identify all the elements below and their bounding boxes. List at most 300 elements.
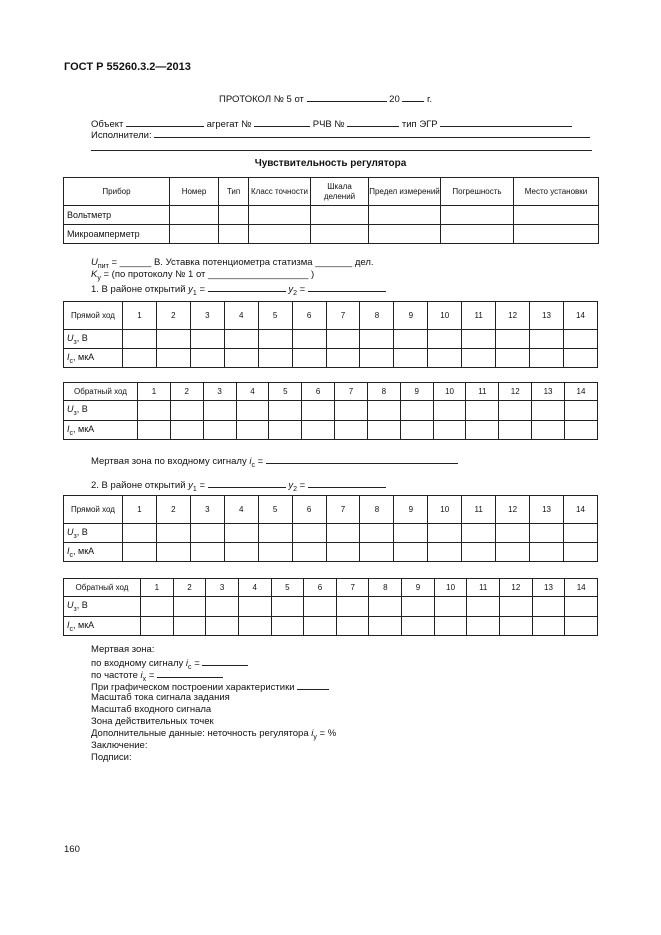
section2-reverse-table xyxy=(63,578,598,636)
u-subscript: з xyxy=(73,338,77,346)
notes-input-subscript: с xyxy=(188,663,192,671)
table-cell[interactable] xyxy=(467,597,500,617)
table-cell[interactable] xyxy=(563,524,597,543)
table-row xyxy=(64,401,598,421)
table-cell[interactable] xyxy=(302,421,335,440)
table-cell[interactable] xyxy=(564,401,597,421)
table-cell[interactable] xyxy=(500,617,533,636)
col-number: 9 xyxy=(400,383,433,401)
table-cell[interactable] xyxy=(434,597,467,617)
table-cell[interactable] xyxy=(206,597,239,617)
col-number: 9 xyxy=(394,302,428,330)
col-number: 5 xyxy=(269,383,302,401)
col-number: 6 xyxy=(304,579,337,597)
table-cell[interactable] xyxy=(326,349,360,368)
col-number: 2 xyxy=(170,383,203,401)
performers-label: Исполнители: xyxy=(91,130,152,141)
section2-forward-table xyxy=(63,495,598,562)
col-number: 1 xyxy=(138,383,171,401)
header-error: Погрешность xyxy=(441,178,514,206)
performers-extra-line[interactable] xyxy=(91,150,592,151)
table-cell[interactable] xyxy=(441,225,514,244)
col-number: 12 xyxy=(496,496,530,524)
table-cell[interactable] xyxy=(532,421,565,440)
table-cell[interactable] xyxy=(360,349,394,368)
table-cell[interactable] xyxy=(224,524,258,543)
table-cell[interactable] xyxy=(224,349,258,368)
notes-task-scale: Масштаб тока сигнала задания xyxy=(91,692,230,703)
table-cell[interactable] xyxy=(190,349,224,368)
notes-valid-zone: Зона действительных точек xyxy=(91,716,214,727)
notes-input-scale: Масштаб входного сигнала xyxy=(91,704,212,715)
section1-y2-eq: = xyxy=(299,284,306,295)
col-number: 11 xyxy=(462,496,496,524)
dead-zone-eq: = xyxy=(257,456,264,467)
table-cell[interactable] xyxy=(238,597,271,617)
col-number: 3 xyxy=(190,496,224,524)
table-cell[interactable] xyxy=(335,421,368,440)
table-cell[interactable] xyxy=(258,349,292,368)
section2-y2-symbol: y xyxy=(288,480,294,491)
table-cell[interactable] xyxy=(428,524,462,543)
header-accuracy-class: Класс точности xyxy=(249,178,311,206)
table-cell[interactable] xyxy=(123,330,157,349)
col-number: 4 xyxy=(224,302,258,330)
table-cell[interactable] xyxy=(190,330,224,349)
u-subscript: з xyxy=(73,605,77,613)
u-symbol: U xyxy=(67,526,74,537)
col-number: 5 xyxy=(258,496,292,524)
col-number: 3 xyxy=(190,302,224,330)
col-number: 14 xyxy=(565,579,598,597)
section1-y2-symbol: y xyxy=(288,284,294,295)
table-cell[interactable] xyxy=(203,401,236,421)
dead-zone-symbol: i xyxy=(249,456,252,467)
table-cell[interactable] xyxy=(367,421,400,440)
reverse-header: Обратный ход xyxy=(64,383,138,401)
table-row xyxy=(64,597,598,617)
table-cell[interactable] xyxy=(292,524,326,543)
table-cell[interactable] xyxy=(141,617,174,636)
notes-input-eq: = xyxy=(194,658,200,669)
col-number: 7 xyxy=(326,496,360,524)
table-cell[interactable] xyxy=(496,524,530,543)
table-cell[interactable] xyxy=(326,330,360,349)
notes-graphic-field[interactable] xyxy=(297,680,329,690)
u-row-label xyxy=(64,401,138,421)
instruments-header-row xyxy=(64,178,599,206)
notes-input-symbol: i xyxy=(185,658,189,669)
table-cell[interactable] xyxy=(170,206,219,225)
table-cell[interactable] xyxy=(462,524,496,543)
table-cell[interactable] xyxy=(530,330,564,349)
u-pit-text: = ______ В. Уставка потенциометра статизма _______ дел. xyxy=(111,257,374,268)
rchv-field[interactable] xyxy=(347,117,399,127)
col-number: 14 xyxy=(563,496,597,524)
notes-freq-symbol: i xyxy=(140,670,143,681)
table-cell[interactable] xyxy=(394,349,428,368)
table-cell[interactable] xyxy=(156,330,190,349)
protocol-year-field[interactable] xyxy=(402,92,424,102)
section1-y2-subscript: 2 xyxy=(293,289,297,297)
table-cell[interactable] xyxy=(123,524,157,543)
table-cell[interactable] xyxy=(532,597,565,617)
u-unit: , В xyxy=(76,526,88,537)
sensitivity-title: Чувствительность регулятора xyxy=(254,158,407,169)
notes-add-unit: = % xyxy=(319,728,337,739)
table-cell[interactable] xyxy=(360,524,394,543)
table-cell[interactable] xyxy=(360,330,394,349)
col-number: 5 xyxy=(271,579,304,597)
table-cell[interactable] xyxy=(496,349,530,368)
numbers-row xyxy=(64,579,598,597)
table-cell[interactable] xyxy=(170,225,219,244)
table-cell[interactable] xyxy=(141,597,174,617)
section2-y1-field[interactable] xyxy=(208,478,286,488)
table-cell[interactable] xyxy=(563,349,597,368)
section1-text: 1. В районе открытий xyxy=(91,284,186,295)
col-number: 13 xyxy=(530,302,564,330)
table-cell[interactable] xyxy=(466,401,499,421)
table-cell[interactable] xyxy=(238,617,271,636)
table-cell[interactable] xyxy=(249,206,311,225)
dead-zone-field[interactable] xyxy=(266,454,458,464)
section2-line xyxy=(91,478,386,496)
rchv-label: РЧВ № xyxy=(312,119,345,130)
notes-dead-zone-title: Мертвая зона: xyxy=(91,644,155,655)
table-cell[interactable] xyxy=(292,330,326,349)
table-cell[interactable] xyxy=(170,421,203,440)
notes-conclusion: Заключение: xyxy=(91,740,148,751)
table-cell[interactable] xyxy=(563,330,597,349)
header-type: Тип xyxy=(219,178,249,206)
table-cell[interactable] xyxy=(530,524,564,543)
section1-y1-subscript: 1 xyxy=(192,289,197,297)
col-number: 9 xyxy=(402,579,435,597)
table-cell[interactable] xyxy=(467,617,500,636)
header-scale: Шкала делений xyxy=(311,178,369,206)
table-cell[interactable] xyxy=(302,401,335,421)
table-cell[interactable] xyxy=(462,330,496,349)
table-cell[interactable] xyxy=(326,524,360,543)
table-cell[interactable] xyxy=(236,421,269,440)
table-row xyxy=(64,349,598,368)
table-row xyxy=(64,206,599,225)
table-cell[interactable] xyxy=(433,421,466,440)
table-cell[interactable] xyxy=(565,617,598,636)
table-cell[interactable] xyxy=(311,206,369,225)
section1-reverse-table xyxy=(63,382,598,440)
col-number: 10 xyxy=(433,383,466,401)
u-pit-subscript: пит xyxy=(97,262,109,270)
voltmeter-label: Вольтметр xyxy=(64,206,170,225)
u-symbol: U xyxy=(67,404,74,415)
i-symbol: I xyxy=(67,351,70,362)
i-row-label xyxy=(64,349,123,368)
table-cell[interactable] xyxy=(514,206,599,225)
table-cell[interactable] xyxy=(402,597,435,617)
u-symbol: U xyxy=(67,600,74,611)
table-cell[interactable] xyxy=(203,421,236,440)
table-cell[interactable] xyxy=(224,330,258,349)
u-row-label xyxy=(64,524,123,543)
k-symbol: K xyxy=(91,269,98,280)
i-unit: , мкА xyxy=(73,423,95,434)
table-cell[interactable] xyxy=(369,225,441,244)
table-cell[interactable] xyxy=(219,225,249,244)
notes-frequency-text: по частоте xyxy=(91,670,138,681)
table-cell[interactable] xyxy=(336,617,369,636)
col-number: 6 xyxy=(292,302,326,330)
header-instrument: Прибор xyxy=(64,178,170,206)
col-number: 11 xyxy=(466,383,499,401)
section1-line xyxy=(91,282,386,300)
table-cell[interactable] xyxy=(394,524,428,543)
col-number: 13 xyxy=(530,496,564,524)
table-cell[interactable] xyxy=(156,543,190,562)
table-cell[interactable] xyxy=(428,543,462,562)
table-cell[interactable] xyxy=(249,225,311,244)
object-field[interactable] xyxy=(126,117,204,127)
table-cell[interactable] xyxy=(565,597,598,617)
table-cell[interactable] xyxy=(271,597,304,617)
section1-y1-symbol: y xyxy=(188,284,193,295)
notes-freq-field[interactable] xyxy=(157,668,223,678)
table-cell[interactable] xyxy=(500,597,533,617)
i-unit: , мкА xyxy=(73,619,95,630)
table-cell[interactable] xyxy=(224,543,258,562)
col-number: 12 xyxy=(499,383,532,401)
table-cell[interactable] xyxy=(499,421,532,440)
forward-header: Прямой ход xyxy=(64,496,123,524)
performers-field[interactable] xyxy=(154,128,590,138)
table-cell[interactable] xyxy=(564,421,597,440)
table-cell[interactable] xyxy=(269,421,302,440)
table-cell[interactable] xyxy=(496,543,530,562)
col-number: 5 xyxy=(258,302,292,330)
table-cell[interactable] xyxy=(499,401,532,421)
table-cell[interactable] xyxy=(466,421,499,440)
i-unit: , мкА xyxy=(73,351,95,362)
table-cell[interactable] xyxy=(269,401,302,421)
table-cell[interactable] xyxy=(402,617,435,636)
table-row xyxy=(64,617,598,636)
col-number: 3 xyxy=(206,579,239,597)
i-symbol: I xyxy=(67,619,70,630)
section2-y2-field[interactable] xyxy=(308,478,386,488)
notes-add-subscript: у xyxy=(313,733,317,741)
table-row xyxy=(64,225,599,244)
reverse-header: Обратный ход xyxy=(64,579,141,597)
table-cell[interactable] xyxy=(462,543,496,562)
table-cell[interactable] xyxy=(336,597,369,617)
col-number: 14 xyxy=(564,383,597,401)
table-row xyxy=(64,330,598,349)
protocol-title-prefix: ПРОТОКОЛ № 5 от xyxy=(219,94,304,105)
table-cell[interactable] xyxy=(236,401,269,421)
u-unit: , В xyxy=(76,332,88,343)
table-cell[interactable] xyxy=(441,206,514,225)
performers-line xyxy=(91,128,590,142)
notes-freq-subscript: х xyxy=(142,675,147,683)
header-range: Предел измерений xyxy=(369,178,441,206)
table-cell[interactable] xyxy=(326,543,360,562)
forward-header: Прямой ход xyxy=(64,302,123,330)
col-number: 8 xyxy=(360,496,394,524)
table-cell[interactable] xyxy=(173,617,206,636)
table-cell[interactable] xyxy=(138,401,171,421)
table-cell[interactable] xyxy=(563,543,597,562)
notes-signatures: Подписи: xyxy=(91,752,132,763)
table-cell[interactable] xyxy=(532,401,565,421)
dead-zone-subscript: с xyxy=(251,461,255,469)
col-number: 4 xyxy=(236,383,269,401)
section2-text: 2. В районе открытий xyxy=(91,480,186,491)
section1-y2-field[interactable] xyxy=(308,282,386,292)
table-cell[interactable] xyxy=(496,330,530,349)
table-cell[interactable] xyxy=(369,206,441,225)
u-pit-symbol: U xyxy=(91,257,98,268)
numbers-row xyxy=(64,383,598,401)
col-number: 12 xyxy=(500,579,533,597)
section2-y2-subscript: 2 xyxy=(293,485,297,493)
col-number: 10 xyxy=(428,496,462,524)
table-cell[interactable] xyxy=(400,401,433,421)
table-cell[interactable] xyxy=(258,330,292,349)
i-row-label xyxy=(64,421,138,440)
table-cell[interactable] xyxy=(156,524,190,543)
table-cell[interactable] xyxy=(394,543,428,562)
table-row xyxy=(64,421,598,440)
table-cell[interactable] xyxy=(123,543,157,562)
col-number: 7 xyxy=(336,579,369,597)
table-cell[interactable] xyxy=(258,524,292,543)
table-row xyxy=(64,543,598,562)
table-cell[interactable] xyxy=(394,330,428,349)
table-cell[interactable] xyxy=(173,597,206,617)
table-cell[interactable] xyxy=(532,617,565,636)
table-cell[interactable] xyxy=(271,617,304,636)
page-number: 160 xyxy=(64,844,80,855)
table-cell[interactable] xyxy=(206,617,239,636)
section2-y2-eq: = xyxy=(299,480,306,491)
i-subscript: с xyxy=(69,551,74,559)
col-number: 8 xyxy=(369,579,402,597)
table-cell[interactable] xyxy=(530,349,564,368)
i-subscript: с xyxy=(69,625,74,633)
col-number: 11 xyxy=(462,302,496,330)
section2-y1-symbol: y xyxy=(188,480,193,491)
col-number: 10 xyxy=(428,302,462,330)
col-number: 2 xyxy=(156,496,190,524)
table-cell[interactable] xyxy=(335,401,368,421)
col-number: 7 xyxy=(335,383,368,401)
u-unit: , В xyxy=(76,404,88,415)
i-symbol: I xyxy=(67,545,70,556)
unit-label: агрегат № xyxy=(206,119,252,130)
notes-input-signal-text: по входному сигналу xyxy=(91,658,184,669)
table-cell[interactable] xyxy=(170,401,203,421)
col-number: 7 xyxy=(326,302,360,330)
col-number: 2 xyxy=(156,302,190,330)
header-number: Номер xyxy=(170,178,219,206)
notes-input-field[interactable] xyxy=(202,656,248,666)
col-number: 12 xyxy=(496,302,530,330)
notes-graphic-text: При графическом построении характеристики xyxy=(91,682,295,693)
table-cell[interactable] xyxy=(292,543,326,562)
table-cell[interactable] xyxy=(258,543,292,562)
table-cell[interactable] xyxy=(428,349,462,368)
microammeter-label: Микроамперметр xyxy=(64,225,170,244)
u-symbol: U xyxy=(67,332,74,343)
table-cell[interactable] xyxy=(219,206,249,225)
table-cell[interactable] xyxy=(400,421,433,440)
col-number: 11 xyxy=(467,579,500,597)
i-unit: , мкА xyxy=(73,545,95,556)
col-number: 4 xyxy=(224,496,258,524)
table-cell[interactable] xyxy=(123,349,157,368)
table-cell[interactable] xyxy=(530,543,564,562)
document-code: ГОСТ Р 55260.3.2—2013 xyxy=(64,61,191,73)
i-row-label xyxy=(64,617,141,636)
table-cell[interactable] xyxy=(360,543,394,562)
egr-label: тип ЭГР xyxy=(401,119,438,130)
numbers-row xyxy=(64,496,598,524)
protocol-date-field[interactable] xyxy=(307,92,387,102)
table-cell[interactable] xyxy=(428,330,462,349)
section1-forward-table xyxy=(63,301,598,368)
table-cell[interactable] xyxy=(369,617,402,636)
col-number: 8 xyxy=(360,302,394,330)
i-subscript: с xyxy=(69,357,74,365)
notes-freq-eq: = xyxy=(148,670,155,681)
col-number: 13 xyxy=(532,383,565,401)
i-row-label xyxy=(64,543,123,562)
table-cell[interactable] xyxy=(367,401,400,421)
col-number: 14 xyxy=(563,302,597,330)
table-cell[interactable] xyxy=(433,401,466,421)
u-row-label xyxy=(64,330,123,349)
table-cell[interactable] xyxy=(190,524,224,543)
table-cell[interactable] xyxy=(434,617,467,636)
col-number: 3 xyxy=(203,383,236,401)
object-label: Объект xyxy=(91,119,124,130)
section1-y1-field[interactable] xyxy=(208,282,286,292)
table-cell[interactable] xyxy=(156,349,190,368)
table-cell[interactable] xyxy=(462,349,496,368)
table-cell[interactable] xyxy=(304,617,337,636)
table-cell[interactable] xyxy=(311,225,369,244)
table-cell[interactable] xyxy=(292,349,326,368)
table-cell[interactable] xyxy=(190,543,224,562)
col-number: 1 xyxy=(123,302,157,330)
table-cell[interactable] xyxy=(369,597,402,617)
col-number: 10 xyxy=(434,579,467,597)
section2-y1-eq: = xyxy=(199,480,206,491)
col-number: 8 xyxy=(367,383,400,401)
egr-field[interactable] xyxy=(440,117,572,127)
table-cell[interactable] xyxy=(138,421,171,440)
notes-add-symbol: i xyxy=(311,728,314,739)
table-cell[interactable] xyxy=(514,225,599,244)
dead-zone-text: Мертвая зона по входному сигналу xyxy=(91,456,247,467)
table-row xyxy=(64,524,598,543)
col-number: 13 xyxy=(532,579,565,597)
table-cell[interactable] xyxy=(304,597,337,617)
k-text: = (по протоколу № 1 от ___________________ ) xyxy=(103,269,315,280)
unit-field[interactable] xyxy=(254,117,310,127)
col-number: 9 xyxy=(394,496,428,524)
